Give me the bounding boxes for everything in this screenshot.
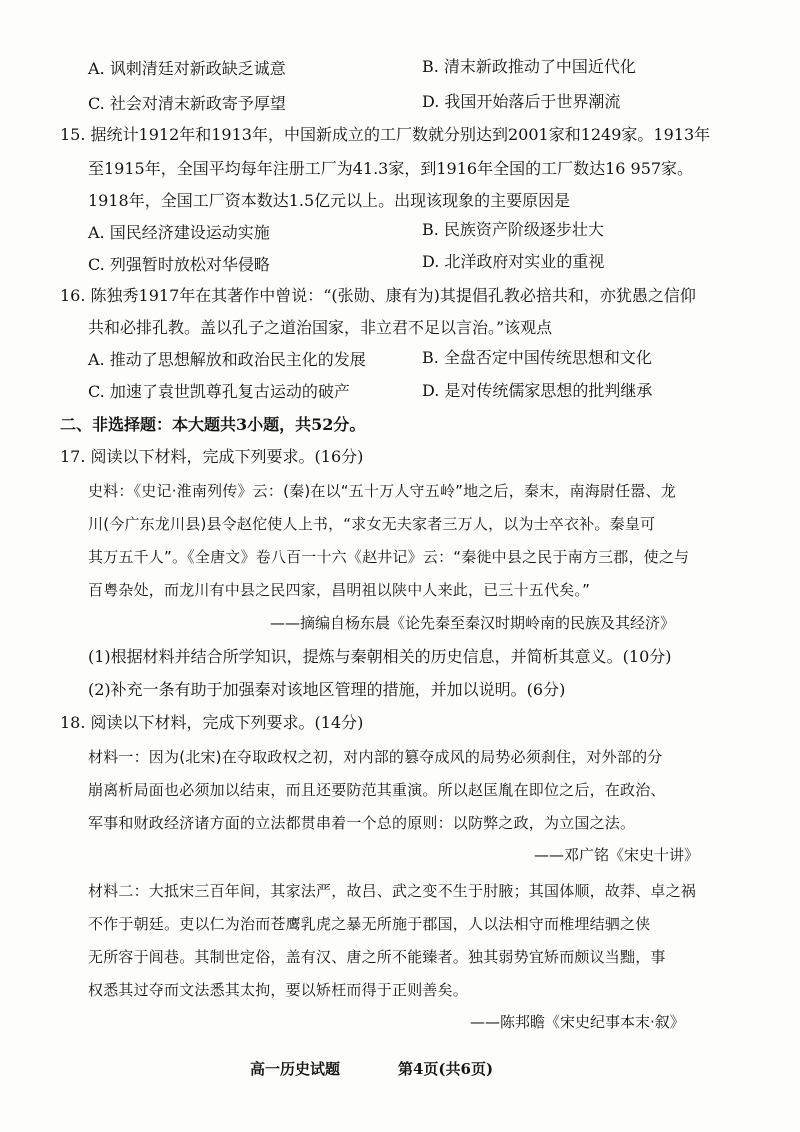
q15-option-d: D. 北洋政府对实业的重视	[422, 252, 605, 271]
q17-material-line2: 川(今广东龙川县)县令赵佗使人上书，“求女无夫家者三万人，以为士卒衣补。秦皇可	[88, 515, 656, 533]
q15-option-c: C. 列强暂时放松对华侵略	[88, 255, 270, 274]
q17-citation: ——摘编自杨东晨《论先秦至秦汉时期岭南的民族及其经济》	[270, 614, 676, 632]
q14-option-c: C. 社会对清末新政寄予厚望	[88, 94, 286, 113]
q17-material-line1: 史料：《史记·淮南列传》云：(秦)在以“五十万人守五岭”地之后，秦末，南海尉任嚣、龙	[88, 482, 676, 500]
footer-page-number: 第4页(共6页)	[398, 1060, 494, 1078]
q17-sub-question-1: (1)根据材料并结合所学知识，提炼与秦朝相关的历史信息，并简析其意义。(10分)	[88, 647, 672, 666]
q18-material1-line1: 材料一：因为(北宋)在夺取政权之初，对内部的篡夺成风的局势必须刹住，对外部的分	[88, 748, 663, 766]
section-2-heading: 二、非选择题：本大题共3小题，共52分。	[60, 415, 366, 434]
q18-title: 18. 阅读以下材料，完成下列要求。(14分)	[60, 713, 364, 732]
q15-stem-line1: 15. 据统计1912年和1913年，中国新成立的工厂数就分别达到2001家和1249家。1913年	[60, 125, 711, 144]
q14-option-d: D. 我国开始落后于世界潮流	[422, 92, 621, 111]
q18-material2-line4: 权悉其过夺而文法悉其太拘，要以矫枉而得于正则善矣。	[88, 981, 469, 999]
q18-material1-line3: 军事和财政经济诸方面的立法都贯串着一个总的原则：以防弊之政，为立国之法。	[88, 814, 636, 832]
footer-subject: 高一历史试题	[250, 1060, 341, 1078]
q18-material2-citation: ——陈邦瞻《宋史纪事本末·叙》	[470, 1013, 685, 1031]
q17-material-line4: 百粤杂处，而龙川有中县之民四家，昌明祖以陕中人来此，已三十五代矣。”	[88, 581, 591, 599]
q17-title: 17. 阅读以下材料，完成下列要求。(16分)	[60, 447, 364, 466]
q17-sub-question-2: (2)补充一条有助于加强秦对该地区管理的措施，并加以说明。(6分)	[88, 680, 566, 699]
q18-material2-line2: 不作于朝廷。吏以仁为治而苍鹰乳虎之暴无所施于郡国，人以法相守而椎埋结驷之侠	[88, 915, 651, 933]
q18-material2-line3: 无所容于闾巷。其制世定俗，盖有汉、唐之所不能臻者。独其弱势宜矫而颇议当黜，事	[88, 948, 666, 966]
q16-option-b: B. 全盘否定中国传统思想和文化	[422, 348, 652, 367]
q15-option-a: A. 国民经济建设运动实施	[88, 223, 270, 242]
q15-option-b: B. 民族资产阶级逐步壮大	[422, 220, 604, 239]
q18-material1-citation: ——邓广铭《宋史十讲》	[534, 846, 700, 864]
q18-material1-line2: 崩离析局面也必须加以结束，而且还要防范其重演。所以赵匡胤在即位之后，在政治、	[88, 781, 666, 799]
q15-stem-line3: 1918年，全国工厂资本数达1.5亿元以上。出现该现象的主要原因是	[88, 191, 571, 210]
q14-option-b: B. 清末新政推动了中国近代化	[422, 57, 636, 76]
q14-option-a: A. 讽刺清廷对新政缺乏诚意	[88, 59, 286, 78]
q16-stem-line2: 共和必排孔教。盖以孔子之道治国家，非立君不足以言治。”该观点	[88, 318, 553, 337]
q16-stem-line1: 16. 陈独秀1917年在其著作中曾说：“(张勋、康有为)其提倡孔教必掊共和，亦犹愚之信仰	[60, 286, 696, 305]
q16-option-a: A. 推动了思想解放和政治民主化的发展	[88, 350, 366, 369]
q18-material2-line1: 材料二：大抵宋三百年间，其家法严，故吕、武之变不生于肘腋；其国体顺，故莽、卓之祸	[88, 882, 697, 900]
q17-material-line3: 其万五千人”。《全唐文》卷八百一十六《赵井记》云：“秦徙中县之民于南方三郡，使之与	[88, 548, 690, 566]
q16-option-d: D. 是对传统儒家思想的批判继承	[422, 381, 653, 400]
q16-option-c: C. 加速了袁世凯尊孔复古运动的破产	[88, 382, 350, 401]
q15-stem-line2: 至1915年，全国平均每年注册工厂为41.3家，到1916年全国的工厂数达16 957家。	[88, 159, 694, 178]
